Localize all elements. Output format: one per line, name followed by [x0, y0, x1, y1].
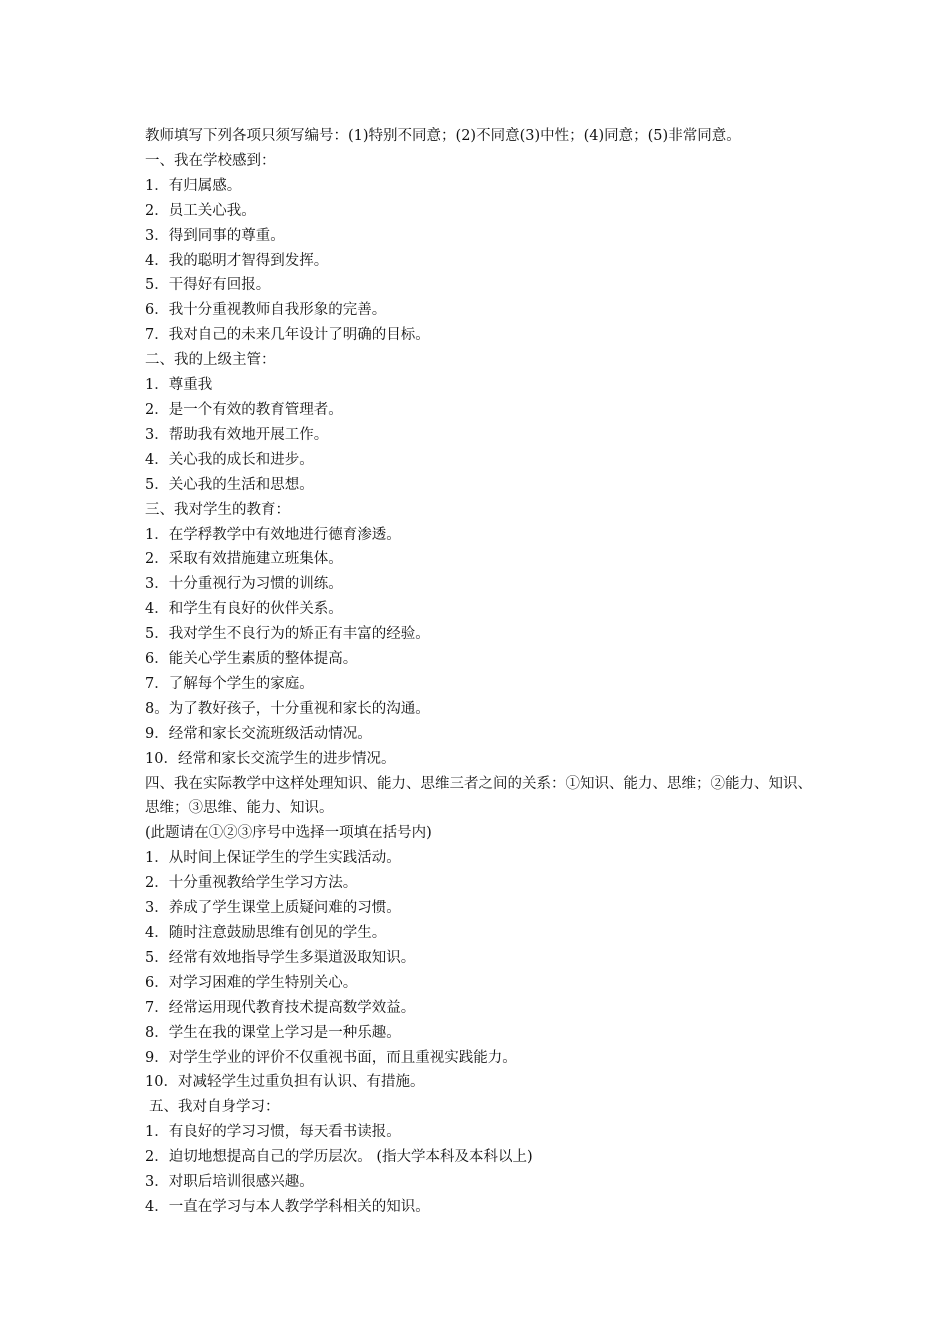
survey-item: 1．有良好的学习习惯，每天看书读报。 [145, 1124, 401, 1141]
survey-item: 5．干得好有回报。 [145, 277, 271, 294]
survey-item: 7．了解每个学生的家庭。 [145, 675, 314, 692]
section-heading: 五、我对自身学习： [149, 1099, 280, 1116]
survey-item: 2．采取有效措施建立班集体。 [145, 551, 343, 568]
survey-item: 1．从时间上保证学生的学生实践活动。 [145, 850, 401, 867]
survey-item: 2．迫切地想提高自己的学历层次。 (指大学本科及本科以上) [145, 1149, 533, 1166]
survey-document [145, 124, 825, 1220]
survey-item: 4．关心我的成长和进步。 [145, 451, 314, 468]
survey-item: 1．在学稃教学中有效地进行德育渗透。 [145, 526, 401, 543]
survey-item: 3．得到同事的尊重。 [145, 227, 285, 244]
survey-item: 7．我对自己的未来几年设计了明确的目标。 [145, 327, 430, 344]
survey-item: 4．和学生有良好的伙伴关系。 [145, 601, 343, 618]
survey-item: 8。为了教好孩子，十分重视和家长的沟通。 [145, 700, 430, 717]
survey-item: 1．尊重我 [145, 377, 213, 394]
survey-item: 1．有归属感。 [145, 177, 242, 194]
survey-intro: 教师填写下列各项只须写编号：(1)特别不同意；(2)不同意(3)中性；(4)同意；(5)非常同意。 [145, 128, 741, 144]
survey-item: 2．十分重视教给学生学习方法。 [145, 875, 358, 892]
survey-item: 5．我对学生不良行为的矫正有丰富的经验。 [145, 626, 430, 643]
survey-item: 9．对学生学业的评价不仅重视书面，而且重视实践能力。 [145, 1049, 517, 1066]
survey-item: 3．对职后培训很感兴趣。 [145, 1174, 314, 1191]
survey-item: 4．一直在学习与本人教学学科相关的知识。 [145, 1198, 430, 1215]
survey-item: 5．关心我的生活和思想。 [145, 476, 314, 493]
section-heading: 四、我在实际教学中这样处理知识、能力、思维三者之间的关系：①知识、能力、思维；②能力、知识、思维；③思维、能力、知识。 [145, 775, 812, 817]
survey-item: 2．是一个有效的教育管理者。 [145, 401, 343, 418]
survey-item: 6．对学习困难的学生特别关心。 [145, 974, 358, 991]
survey-item: 10．对减轻学生过重负担有认识、有措施。 [145, 1074, 425, 1091]
section-note: (此题请在①②③序号中选择一项填在括号内) [145, 825, 432, 842]
survey-item: 6．能关心学生素质的整体提高。 [145, 651, 358, 668]
survey-item: 7．经常运用现代教育技术提高数学效益。 [145, 999, 416, 1016]
survey-item: 9．经常和家长交流班级活动情况。 [145, 725, 372, 742]
survey-item: 2．员工关心我。 [145, 202, 256, 219]
survey-item: 4．随时注意鼓励思维有创见的学生。 [145, 925, 387, 941]
survey-item: 3．十分重视行为习惯的训练。 [145, 576, 343, 593]
section-heading: 三、我对学生的教育： [145, 501, 290, 518]
survey-item: 6．我十分重视教师自我形象的完善。 [145, 302, 387, 319]
section-heading: 一、我在学校感到： [145, 152, 276, 169]
survey-item: 4．我的聪明才智得到发挥。 [145, 252, 329, 269]
survey-item: 10．经常和家长交流学生的进步情况。 [145, 750, 396, 767]
survey-item: 8．学生在我的课堂上学习是一种乐趣。 [145, 1024, 401, 1041]
survey-item: 5．经常有效地指导学生多渠道汲取知识。 [145, 949, 416, 966]
survey-item: 3．帮助我有效地开展工作。 [145, 426, 329, 443]
section-heading: 二、我的上级主管： [145, 352, 276, 369]
survey-item: 3．养成了学生课堂上质疑问难的习惯。 [145, 900, 401, 917]
